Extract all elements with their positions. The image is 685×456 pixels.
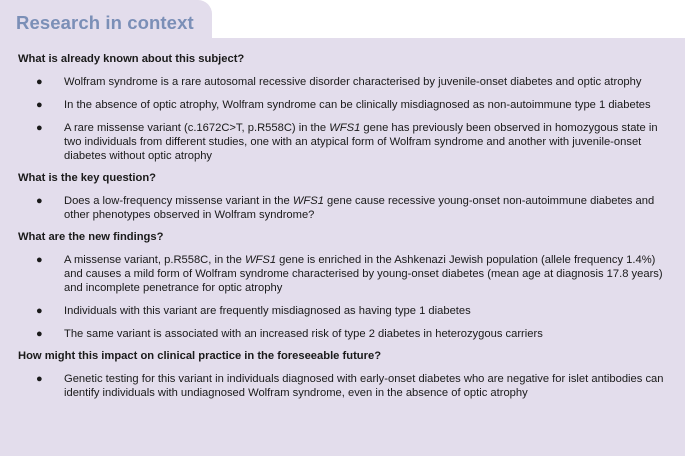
list-item-text: A rare missense variant (c.1672C>T, p.R558C) in the WFS1 gene has previously been observed in homozygous state in two individuals from different studies, one with an atypical form of Wolfram syndrome and another with juvenile-onset diabetes without optic atrophy bbox=[64, 122, 658, 162]
list-item-text: Does a low-frequency missense variant in the WFS1 gene cause recessive young-onset non-autoimmune diabetes and other phenotypes observed in Wolfram syndrome? bbox=[64, 195, 655, 221]
list-item-text: Genetic testing for this variant in individuals diagnosed with early-onset diabetes who are negative for islet antibodies can identify individuals with undiagnosed Wolfram syndrome, even in the absence of optic atrophy bbox=[64, 373, 664, 399]
bullet-list bbox=[0, 253, 685, 341]
list-item-text: Individuals with this variant are frequently misdiagnosed as having type 1 diabetes bbox=[64, 305, 471, 317]
list-item bbox=[0, 121, 685, 163]
bullet-icon: ● bbox=[36, 254, 43, 266]
list-item bbox=[0, 98, 685, 112]
bullet-icon: ● bbox=[36, 305, 43, 317]
section-heading: What is the key question? bbox=[18, 172, 156, 184]
section-heading: How might this impact on clinical practice in the foreseeable future? bbox=[18, 350, 382, 362]
list-item bbox=[0, 253, 685, 295]
bullet-icon: ● bbox=[36, 76, 43, 88]
list-item bbox=[0, 194, 685, 222]
bullet-icon: ● bbox=[36, 328, 43, 340]
bullet-list bbox=[0, 194, 685, 222]
list-item bbox=[0, 372, 685, 400]
section-heading: What is already known about this subject? bbox=[18, 53, 245, 65]
bullet-icon: ● bbox=[36, 195, 43, 207]
list-item-text: Wolfram syndrome is a rare autosomal recessive disorder characterised by juvenile-onset diabetes and optic atrophy bbox=[64, 76, 642, 88]
list-item bbox=[0, 327, 685, 341]
content-panel bbox=[0, 38, 685, 456]
box-title: Research in context bbox=[16, 12, 194, 33]
list-item bbox=[0, 75, 685, 89]
sections-container bbox=[0, 38, 685, 400]
list-item bbox=[0, 304, 685, 318]
bullet-icon: ● bbox=[36, 99, 43, 111]
bullet-icon: ● bbox=[36, 122, 43, 134]
bullet-list bbox=[0, 372, 685, 400]
bullet-icon: ● bbox=[36, 373, 43, 385]
list-item-text: In the absence of optic atrophy, Wolfram syndrome can be clinically misdiagnosed as non-autoimmune type 1 diabetes bbox=[64, 99, 651, 111]
title-tab bbox=[0, 0, 212, 40]
list-item-text: The same variant is associated with an increased risk of type 2 diabetes in heterozygous carriers bbox=[64, 328, 543, 340]
bullet-list bbox=[0, 75, 685, 163]
list-item-text: A missense variant, p.R558C, in the WFS1 gene is enriched in the Ashkenazi Jewish population (allele frequency 1.4%) and causes a mild form of Wolfram syndrome characterised by young-onset diabetes (mean age at diagnosis 17.8 years) and incomplete penetrance for optic atrophy bbox=[64, 254, 663, 294]
section-heading: What are the new findings? bbox=[18, 231, 164, 243]
